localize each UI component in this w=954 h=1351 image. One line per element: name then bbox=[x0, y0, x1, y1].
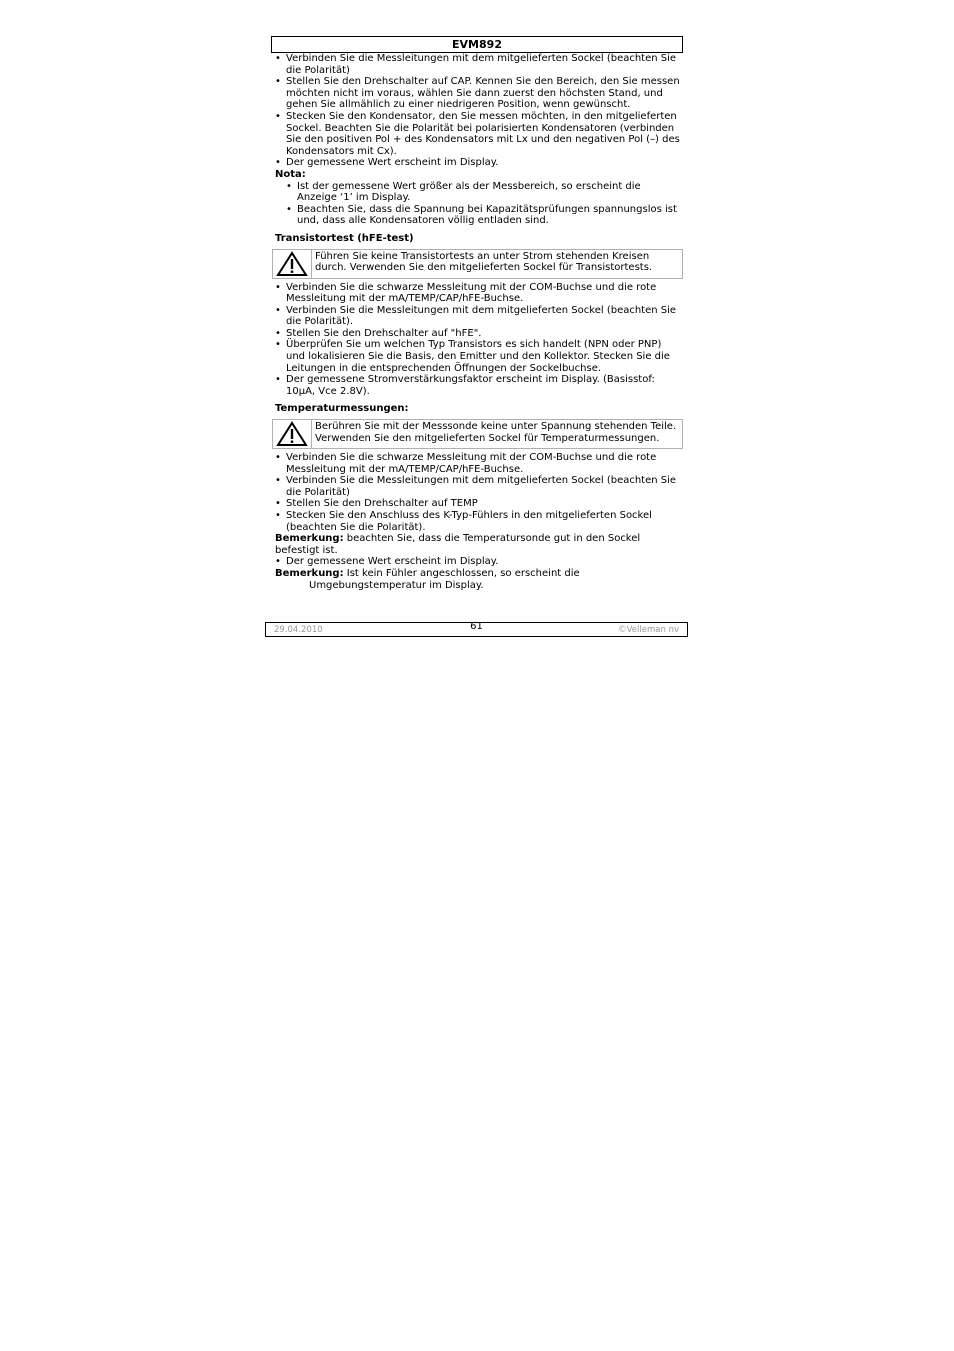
list-item: • Stellen Sie den Drehschalter auf TEMP bbox=[275, 498, 683, 510]
list-item: • Überprüfen Sie um welchen Typ Transistors es sich handelt (NPN oder PNP) und lokalisieren Sie die Basis, den Emitter und den Kollektor. Stecken Sie die Leitungen in die entsprechenden Öffnungen der Sockelbuchse. bbox=[275, 339, 683, 374]
page-content bbox=[275, 53, 683, 591]
list-item: • Der gemessene Wert erscheint im Display. bbox=[275, 157, 683, 169]
warning-icon-cell bbox=[273, 420, 312, 448]
remark-label: Bemerkung: bbox=[275, 567, 344, 579]
remark-text: Ist kein Fühler angeschlossen, so erscheint die bbox=[343, 567, 580, 579]
list-item: • Ist der gemessene Wert größer als der Messbereich, so erscheint die Anzeige ‘1’ im Display. bbox=[286, 181, 683, 204]
temp-steps-list bbox=[275, 452, 683, 533]
page-footer bbox=[265, 622, 688, 637]
remark-2-continuation: Umgebungstemperatur im Display. bbox=[309, 579, 484, 591]
temp-result-list bbox=[275, 556, 683, 568]
list-item: • Verbinden Sie die Messleitungen mit dem mitgelieferten Sockel (beachten Sie die Polarität) bbox=[275, 53, 683, 76]
list-item: • Der gemessene Stromverstärkungsfaktor erscheint im Display. (Basisstof: 10µA, Vce 2.8V). bbox=[275, 374, 683, 397]
footer-copyright: ©Velleman nv bbox=[618, 625, 679, 635]
footer-date: 29.04.2010 bbox=[274, 625, 323, 635]
note-label: Nota: bbox=[275, 168, 306, 180]
list-item: • Der gemessene Wert erscheint im Display. bbox=[275, 556, 683, 568]
list-item: • Verbinden Sie die Messleitungen mit dem mitgelieferten Sockel (beachten Sie die Polarität). bbox=[275, 305, 683, 328]
hfe-steps-list bbox=[275, 282, 683, 398]
warning-triangle-icon bbox=[276, 421, 308, 447]
remark-label: Bemerkung: bbox=[275, 533, 344, 545]
temp-heading: Temperaturmessungen: bbox=[275, 403, 409, 415]
warning-text: Berühren Sie mit der Messsonde keine unter Spannung stehenden Teile. Verwenden Sie den mitgelieferten Sockel für Temperaturmessungen. bbox=[315, 421, 677, 444]
model-title: EVM892 bbox=[452, 38, 502, 51]
page-number: 61 bbox=[470, 621, 483, 632]
hfe-heading: Transistortest (hFE-test) bbox=[275, 232, 414, 244]
hfe-warning-box bbox=[272, 249, 683, 279]
document-header bbox=[271, 36, 683, 53]
list-item: • Stellen Sie den Drehschalter auf CAP. Kennen Sie den Bereich, den Sie messen möchten nicht im voraus, wählen Sie dann zuerst den höchsten Stand, und gehen Sie allmählich zu einer niedrigeren Position, wenn gewünscht. bbox=[275, 76, 683, 111]
list-item: • Verbinden Sie die schwarze Messleitung mit der COM-Buchse und die rote Messleitung mit der mA/TEMP/CAP/hFE-Buchse. bbox=[275, 282, 683, 305]
warning-text: Führen Sie keine Transistortests an unter Strom stehenden Kreisen durch. Verwenden Sie den mitgelieferten Sockel für Transistortests. bbox=[315, 250, 653, 274]
list-item: • Stecken Sie den Kondensator, den Sie messen möchten, in den mitgelieferten Sockel. Beachten Sie die Polarität bei polarisierten Kondensatoren (verbinden Sie den positiven Pol + des Kondensators mit Lx und den negativen Pol (–) des Kondensators mit Cx). bbox=[275, 111, 683, 157]
remark-2 bbox=[275, 568, 683, 580]
warning-icon-cell bbox=[273, 250, 312, 278]
warning-triangle-icon bbox=[276, 251, 308, 277]
temp-warning-box bbox=[272, 419, 683, 449]
list-item: • Verbinden Sie die Messleitungen mit dem mitgelieferten Sockel (beachten Sie die Polarität) bbox=[275, 475, 683, 498]
list-item: • Stecken Sie den Anschluss des K-Typ-Fühlers in den mitgelieferten Sockel (beachten Sie die Polarität). bbox=[275, 510, 683, 533]
list-item: • Verbinden Sie die schwarze Messleitung mit der COM-Buchse und die rote Messleitung mit der mA/TEMP/CAP/hFE-Buchse. bbox=[275, 452, 683, 475]
list-item: • Stellen Sie den Drehschalter auf "hFE". bbox=[275, 328, 683, 340]
list-item: • Beachten Sie, dass die Spannung bei Kapazitätsprüfungen spannungslos ist und, dass alle Kondensatoren völlig entladen sind. bbox=[286, 204, 683, 227]
cap-steps-list bbox=[275, 53, 683, 169]
remark-text: beachten Sie, dass die Temperatursonde gut in den Sockel befestigt ist. bbox=[275, 533, 641, 556]
cap-notes-list bbox=[275, 181, 683, 227]
remark-1 bbox=[275, 533, 683, 556]
